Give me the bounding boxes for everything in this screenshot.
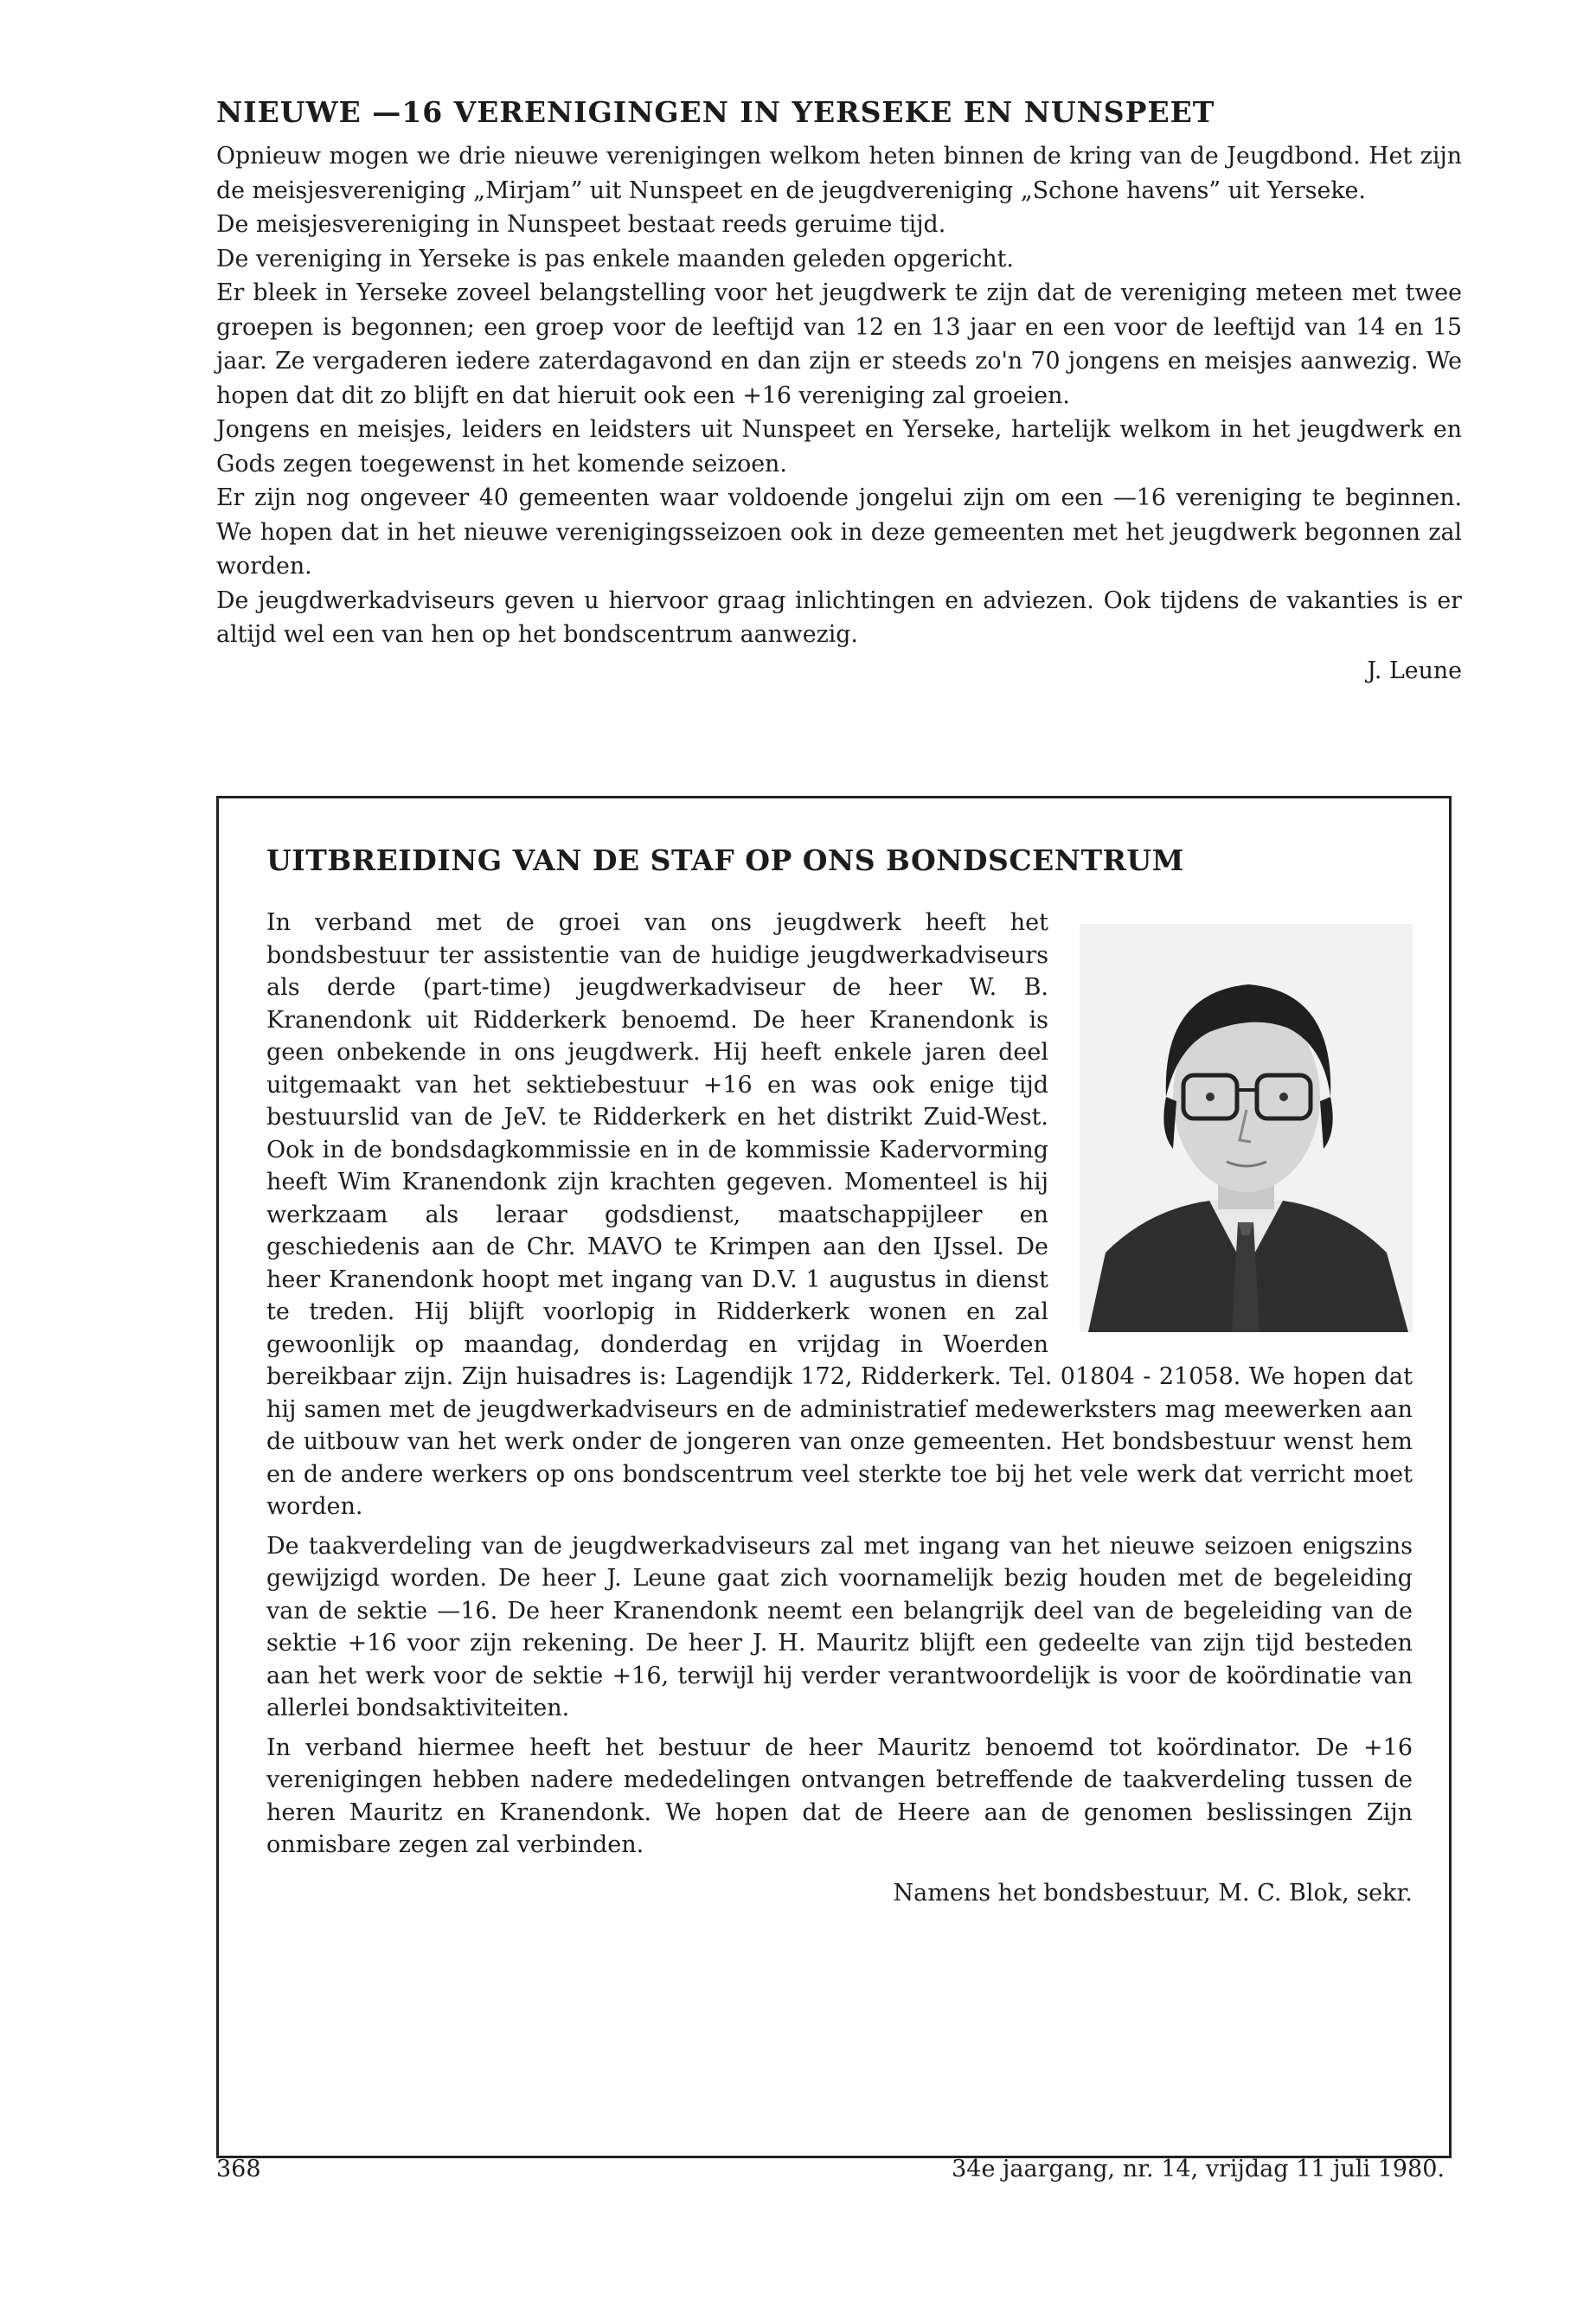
article-paragraph: Er zijn nog ongeveer 40 gemeenten waar voldoende jongelui zijn om een —16 vereniging te beginnen. We hopen dat in het nieuwe verenigingsseizoen ook in deze gemeenten met het jeugdwerk begonnen zal worden. [216, 484, 1462, 580]
issue-line: 34e jaargang, nr. 14, vrijdag 11 juli 1980. [952, 2156, 1445, 2182]
article-paragraph: De taakverdeling van de jeugdwerkadviseurs zal met ingang van het nieuwe seizoen enigszins gewijzigd worden. De heer J. Leune gaat zich voornamelijk bezig houden met de begeleiding van de sektie —16. De heer Kranendonk neemt een belangrijk deel van de begeleiding van de sektie +16 voor zijn rekening. De heer J. H. Mauritz blijft een gedeelte van zijn tijd besteden aan het werk voor de sektie +16, terwijl hij verder verantwoordelijk is voor de koördinatie van allerlei bondsaktiviteiten. [266, 1532, 1413, 1721]
article-title: UITBREIDING VAN DE STAF OP ONS BONDSCENTRUM [266, 843, 1184, 877]
article-signature: J. Leune [1367, 657, 1462, 684]
page-number: 368 [216, 2156, 261, 2182]
portrait-photo [1080, 924, 1413, 1332]
article-nieuwe-verenigingen [216, 95, 1462, 688]
article-paragraph: Opnieuw mogen we drie nieuwe verenigingen welkom heten binnen de kring van de Jeugdbond. Het zijn de meisjesvereniging „Mirjam” uit Nunspeet en de jeugdvereniging „Schone havens” uit Yerseke. [216, 143, 1462, 204]
article-paragraph: In verband hiermee heeft het bestuur de heer Mauritz benoemd tot koördinator. De +16 verenigingen hebben nadere mededelingen ontvangen betreffende de taakverdeling tussen de heren Mauritz en Kranendonk. We hopen dat de Heere aan de genomen beslissingen Zijn onmisbare zegen zal verbinden. [266, 1734, 1413, 1858]
portrait-image [1080, 924, 1413, 1332]
article-paragraph: De meisjesvereniging in Nunspeet bestaat reeds geruime tijd. [216, 211, 946, 238]
article-paragraph: Er bleek in Yerseke zoveel belangstelling voor het jeugdwerk te zijn dat de vereniging meteen met twee groepen is begonnen; een groep voor de leeftijd van 12 en 13 jaar en een voor de leeftijd van 14 en 15 jaar. Ze vergaderen iedere zaterdagavond en dan zijn er steeds zo'n 70 jongens en meisjes aanwezig. We hopen dat dit zo blijft en dat hieruit ook een +16 vereniging zal groeien. [216, 279, 1462, 409]
article-paragraph: In verband met de groei van ons jeugdwerk heeft het bondsbestuur ter assistentie van de huidige jeugdwerkadviseurs als derde (part-time) jeugdwerkadviseur de heer W. B. Kranendonk uit Ridderkerk benoemd. De heer Kranendonk is geen onbekende in ons jeugdwerk. Hij heeft enkele jaren deel uitgemaakt van het sektiebestuur +16 en was ook enige tijd bestuurslid van de JeV. te Ridderkerk en het distrikt Zuid-West. Ook in de bondsdagkommissie en in de kommissie Kadervorming heeft Wim Kranendonk zijn krachten gegeven. Momenteel is hij werkzaam als leraar godsdienst, maatschappijleer en geschiedenis aan de Chr. MAVO te Krimpen aan den IJssel. De heer Kranendonk hoopt met ingang van D.V. 1 augustus in dienst te treden. Hij blijft voorlopig in Ridderkerk wonen en zal gewoonlijk op maandag, donderdag en vrijdag in Woerden bereikbaar zijn. Zijn huisadres is: Lagendijk 172, Ridderkerk. Tel. 01804 - 21058. We hopen dat hij samen met de jeugdwerkadviseurs en de administratief medewerksters mag meewerken aan de uitbouw van het werk onder de jongeren van onze gemeenten. Het bondsbestuur wenst hem en de andere werkers op ons bondscentrum veel sterkte toe bij het vele werk dat verricht moet worden. [266, 909, 1413, 1520]
article-paragraph: Jongens en meisjes, leiders en leidsters uit Nunspeet en Yerseke, hartelijk welkom in het jeugdwerk en Gods zegen toegewenst in het komende seizoen. [216, 416, 1462, 478]
article-signature: Namens het bondsbestuur, M. C. Blok, sekr. [893, 1879, 1413, 1907]
article-paragraph: De jeugdwerkadviseurs geven u hiervoor graag inlichtingen en adviezen. Ook tijdens de vakanties is er altijd wel een van hen op het bondscentrum aanwezig. [216, 586, 1462, 648]
article-box-staf [216, 796, 1452, 2158]
article-paragraph: De vereniging in Yerseke is pas enkele maanden geleden opgericht. [216, 245, 1014, 272]
article-title: NIEUWE —16 VERENIGINGEN IN YERSEKE EN NUNSPEET [216, 95, 1215, 129]
